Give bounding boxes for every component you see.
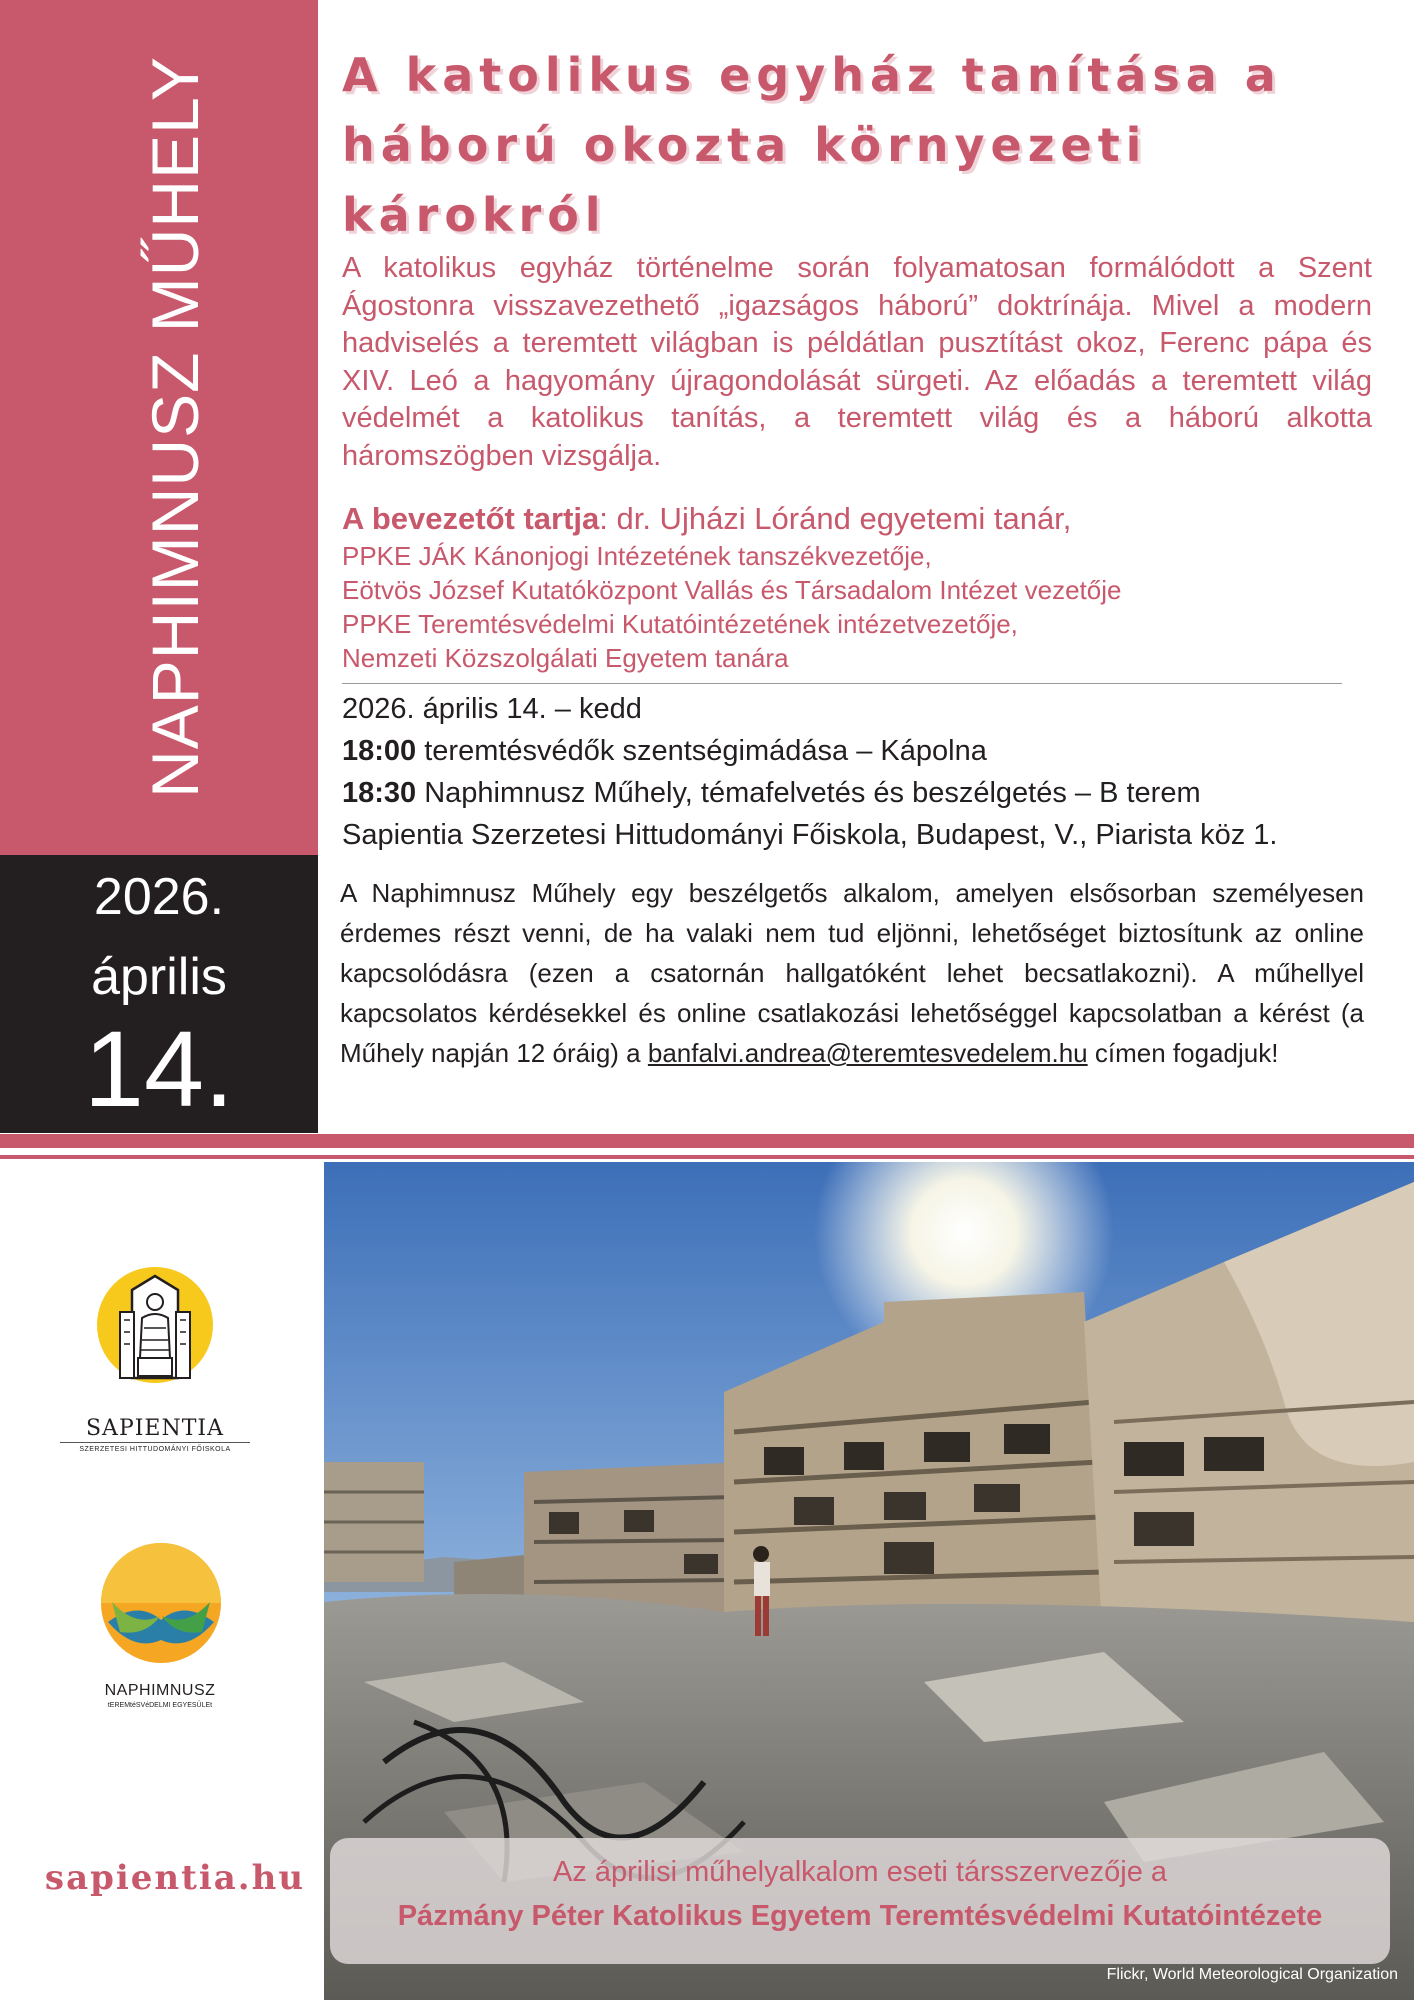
intro-speaker: : dr. Ujházi Lóránd egyetemi tanár, bbox=[599, 501, 1072, 536]
info-text: A Naphimnusz Műhely egy beszélgetős alkalom, amelyen elsősorban személyesen érdemes részt venni, de ha valaki nem tud eljönni, lehetőséget biztosítunk az online kapcsolódásra (ezen a csatornán hallgatóként lehet becsatlakozni). A műhellyel kapcsolatos kérdésekkel és online csatlakozási lehetőséggel kapcsolatban a kérést (a Műhely napján 12 óráig) a bbox=[340, 878, 1364, 1068]
info-text-end: címen fogadjuk! bbox=[1087, 1038, 1279, 1068]
participation-info bbox=[340, 873, 1364, 1073]
cosponsor-intro: Az áprilisi műhelyalkalom eseti társszervezője a bbox=[552, 1856, 1168, 1888]
speaker-credit: PPKE Teremtésvédelmi Kutatóintézetének intézetvezetője, bbox=[342, 609, 1018, 639]
date-month: április bbox=[91, 948, 227, 1006]
divider-line bbox=[0, 1155, 1414, 1159]
series-title: NAPHIMNUSZ MŰHELY bbox=[138, 56, 212, 798]
sapientia-subtitle: SZERZETESI HITTUDOMÁNYI FŐISKOLA bbox=[60, 1442, 250, 1453]
contact-email-link[interactable]: banfalvi.andrea@teremtesvedelem.hu bbox=[647, 1038, 1088, 1068]
schedule-date: 2026. április 14. – kedd bbox=[342, 693, 642, 725]
naphimnusz-logo bbox=[98, 1540, 224, 1666]
speaker-credits bbox=[342, 539, 1372, 675]
speaker-credit: Nemzeti Közszolgálati Egyetem tanára bbox=[342, 643, 789, 673]
schedule-text: teremtésvédők szentségimádása – Kápolna bbox=[416, 735, 987, 767]
date-day: 14. bbox=[83, 1008, 235, 1129]
schedule-item bbox=[342, 772, 1372, 814]
website-link[interactable]: sapientia.hu bbox=[44, 1858, 306, 1898]
sidebar-banner bbox=[0, 0, 318, 855]
schedule-item bbox=[342, 730, 1372, 772]
naphimnusz-subtitle: tEREMtéSVéDELMI EGYESÜLEt bbox=[107, 1702, 213, 1709]
schedule bbox=[342, 688, 1372, 856]
divider-bar bbox=[0, 1134, 1414, 1148]
schedule-time: 18:00 bbox=[342, 735, 417, 767]
event-abstract: A katolikus egyház történelme során folyamatosan formálódott a Szent Ágostonra visszavezethető „igazságos háború” doktrínája. Mivel a modern hadviselés a teremtett világban is példátlan pusztítást okoz, Ferenc pápa és XIV. Leó a hagyomány újragondolását sürgeti. Az előadás a teremtett világ védelmét a katolikus tanítás, a teremtett világ és a háború alkotta háromszögben vizsgálja. bbox=[342, 252, 1372, 472]
event-title: A katolikus egyház tanítása a háború okozta környezeti károkról bbox=[342, 48, 1282, 242]
schedule-text: Naphimnusz Műhely, témafelvetés és beszélgetés – B terem bbox=[416, 777, 1201, 809]
speaker-credit: PPKE JÁK Kánonjogi Intézetének tanszékvezetője, bbox=[342, 541, 932, 571]
cosponsor-name: Pázmány Péter Katolikus Egyetem Teremtésvédelmi Kutatóintézete bbox=[397, 1900, 1323, 1932]
schedule-venue: Sapientia Szerzetesi Hittudományi Főiskola, Budapest, V., Piarista köz 1. bbox=[342, 819, 1278, 851]
event-details bbox=[342, 40, 1372, 856]
date-block bbox=[0, 855, 318, 1133]
cosponsor-box bbox=[330, 1838, 1390, 1964]
date-year: 2026. bbox=[93, 868, 225, 926]
intro-label: A bevezetőt tartja bbox=[342, 501, 600, 536]
section-divider bbox=[342, 683, 1342, 684]
schedule-time: 18:30 bbox=[342, 777, 417, 809]
speaker-credit: Eötvös József Kutatóközpont Vallás és Társadalom Intézet vezetője bbox=[342, 575, 1122, 605]
naphimnusz-name: NAPHIMNUSZ bbox=[104, 1682, 216, 1699]
photo-credit: Flickr, World Meteorological Organization bbox=[1106, 1966, 1398, 1983]
sapientia-name: SAPIENTIA bbox=[85, 1416, 224, 1441]
intro-line bbox=[342, 499, 1372, 539]
